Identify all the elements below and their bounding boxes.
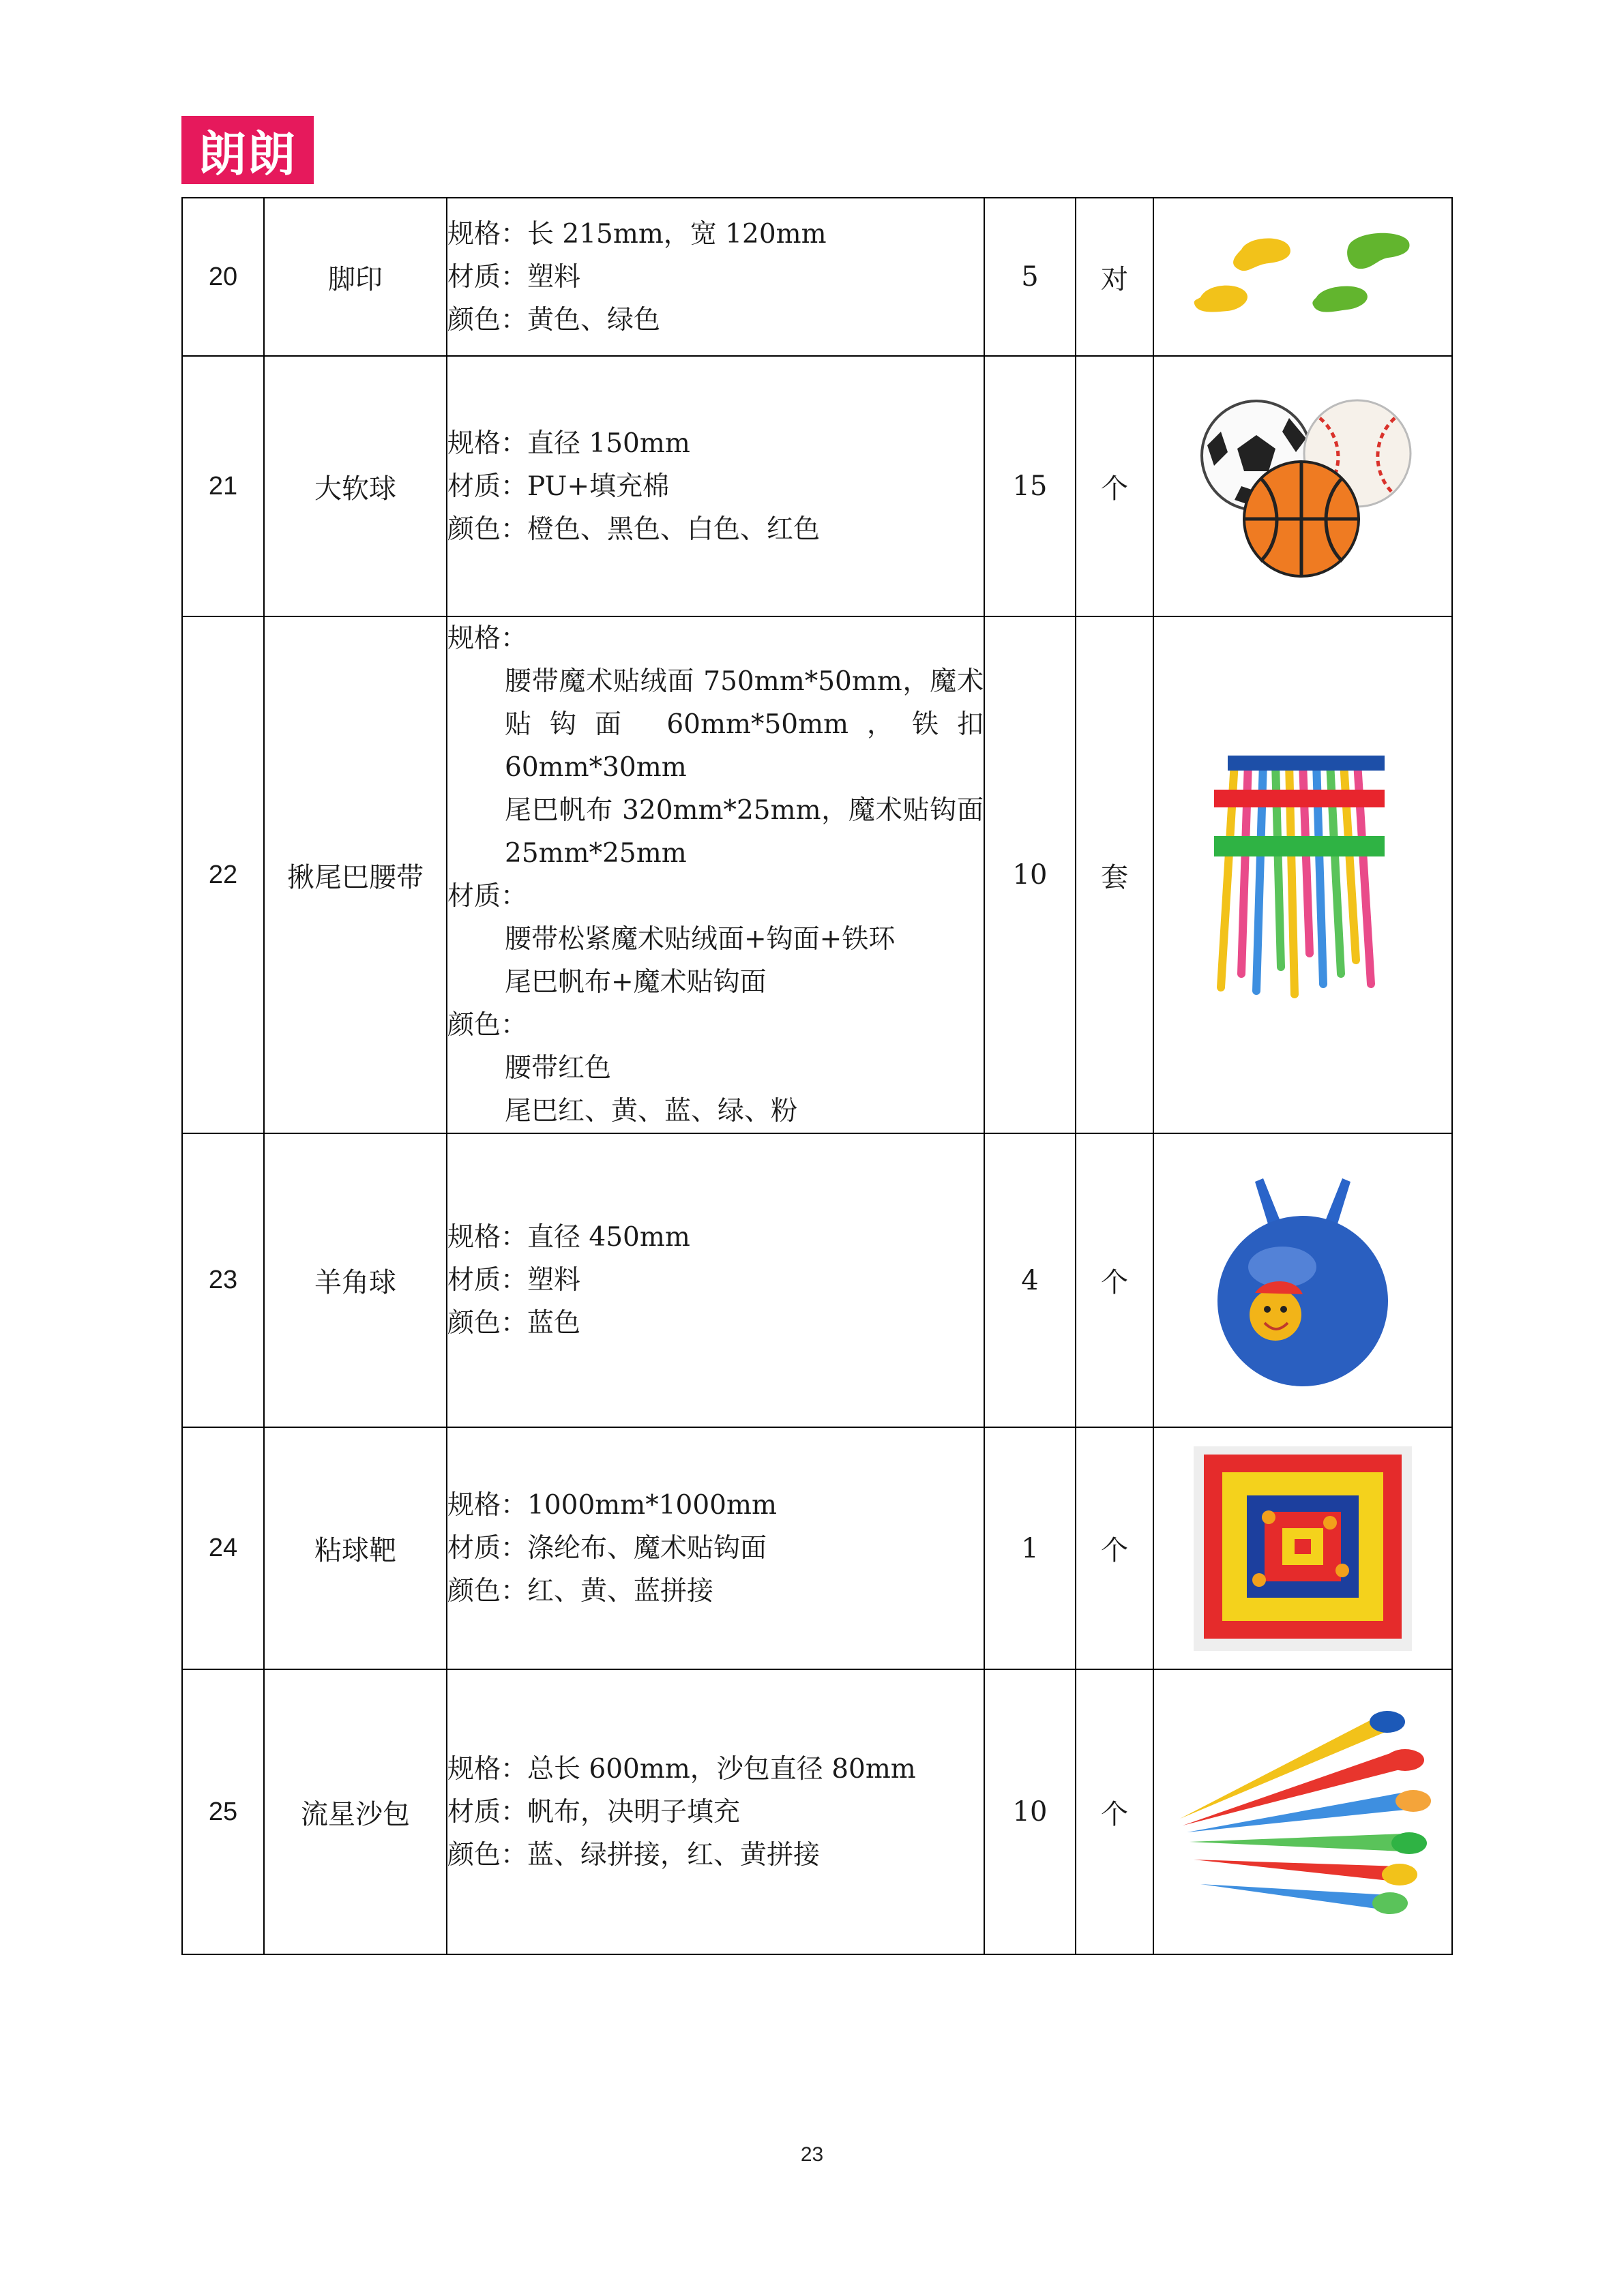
item-quantity: 4 <box>984 1133 1076 1427</box>
spec-line: 材质：塑料 <box>447 261 581 293</box>
item-image <box>1153 356 1452 616</box>
spec-line: 规格： <box>447 623 528 654</box>
hopper-ball-icon <box>1207 1172 1398 1390</box>
item-number: 20 <box>182 198 264 356</box>
spec-line: 材质： <box>447 881 528 912</box>
item-number: 23 <box>182 1133 264 1427</box>
spec-line: 腰带魔术贴绒面 750mm*50mm，魔术贴钩面 60mm*50mm，铁扣 60mm*30mm <box>505 666 984 783</box>
spec-line: 规格：1000mm*1000mm <box>447 1490 777 1521</box>
item-quantity: 10 <box>984 616 1076 1133</box>
item-image <box>1153 198 1452 356</box>
item-name: 流星沙包 <box>264 1669 447 1954</box>
spec-line: 尾巴红、黄、蓝、绿、粉 <box>505 1096 798 1127</box>
spec-line: 腰带松紧魔术贴绒面+钩面+铁环 <box>505 924 896 955</box>
spec-line: 规格：长 215mm，宽 120mm <box>447 218 827 250</box>
item-spec <box>447 356 984 616</box>
item-image <box>1153 1133 1452 1427</box>
item-number: 21 <box>182 356 264 616</box>
item-image <box>1153 1427 1452 1669</box>
spec-line: 颜色： <box>447 1010 528 1041</box>
spec-line: 规格：直径 150mm <box>447 428 690 459</box>
page-number: 23 <box>800 2143 824 2166</box>
item-spec <box>447 1669 984 1954</box>
item-name: 揪尾巴腰带 <box>264 616 447 1133</box>
comet-sandbags-icon <box>1173 1703 1432 1921</box>
item-unit: 个 <box>1076 1669 1153 1954</box>
footprints-icon <box>1187 222 1419 331</box>
soft-balls-icon <box>1194 391 1412 582</box>
table-row <box>182 1133 1452 1427</box>
table-row <box>182 356 1452 616</box>
item-image <box>1153 1669 1452 1954</box>
spec-line: 材质：PU+填充棉 <box>447 471 670 502</box>
item-spec <box>447 198 984 356</box>
item-number: 25 <box>182 1669 264 1954</box>
item-name: 羊角球 <box>264 1133 447 1427</box>
item-unit: 套 <box>1076 616 1153 1133</box>
item-unit: 个 <box>1076 1133 1153 1427</box>
item-unit: 个 <box>1076 356 1153 616</box>
item-name: 脚印 <box>264 198 447 356</box>
spec-line: 材质：塑料 <box>447 1265 581 1296</box>
item-quantity: 5 <box>984 198 1076 356</box>
item-spec <box>447 616 984 1133</box>
spec-line: 颜色：黄色、绿色 <box>447 304 661 336</box>
spec-line: 尾巴帆布+魔术贴钩面 <box>505 967 767 998</box>
spec-line: 颜色：红、黄、蓝拼接 <box>447 1576 714 1607</box>
sticky-target-icon <box>1194 1446 1412 1651</box>
table-row <box>182 1427 1452 1669</box>
item-unit: 个 <box>1076 1427 1153 1669</box>
spec-line: 颜色：蓝色 <box>447 1308 581 1339</box>
item-name: 粘球靶 <box>264 1427 447 1669</box>
spec-line: 材质：帆布，决明子填充 <box>447 1796 741 1828</box>
product-table <box>181 197 1453 1955</box>
table-row <box>182 616 1452 1133</box>
item-number: 24 <box>182 1427 264 1669</box>
tail-belts-icon <box>1207 749 1398 1001</box>
table-row <box>182 1669 1452 1954</box>
item-quantity: 15 <box>984 356 1076 616</box>
spec-line: 尾巴帆布 320mm*25mm，魔术贴钩面 25mm*25mm <box>505 795 984 869</box>
spec-line: 材质：涤纶布、魔术贴钩面 <box>447 1533 767 1564</box>
item-image <box>1153 616 1452 1133</box>
item-quantity: 10 <box>984 1669 1076 1954</box>
brand-logo: 朗朗 <box>181 116 314 184</box>
item-name: 大软球 <box>264 356 447 616</box>
spec-line: 规格：直径 450mm <box>447 1222 690 1253</box>
item-number: 22 <box>182 616 264 1133</box>
spec-line: 颜色：蓝、绿拼接，红、黄拼接 <box>447 1839 821 1870</box>
item-unit: 对 <box>1076 198 1153 356</box>
spec-line: 规格：总长 600mm，沙包直径 80mm <box>447 1753 916 1785</box>
item-spec <box>447 1427 984 1669</box>
spec-line: 颜色：橙色、黑色、白色、红色 <box>447 513 821 545</box>
item-quantity: 1 <box>984 1427 1076 1669</box>
table-row <box>182 198 1452 356</box>
item-spec <box>447 1133 984 1427</box>
spec-line: 腰带红色 <box>505 1053 612 1084</box>
